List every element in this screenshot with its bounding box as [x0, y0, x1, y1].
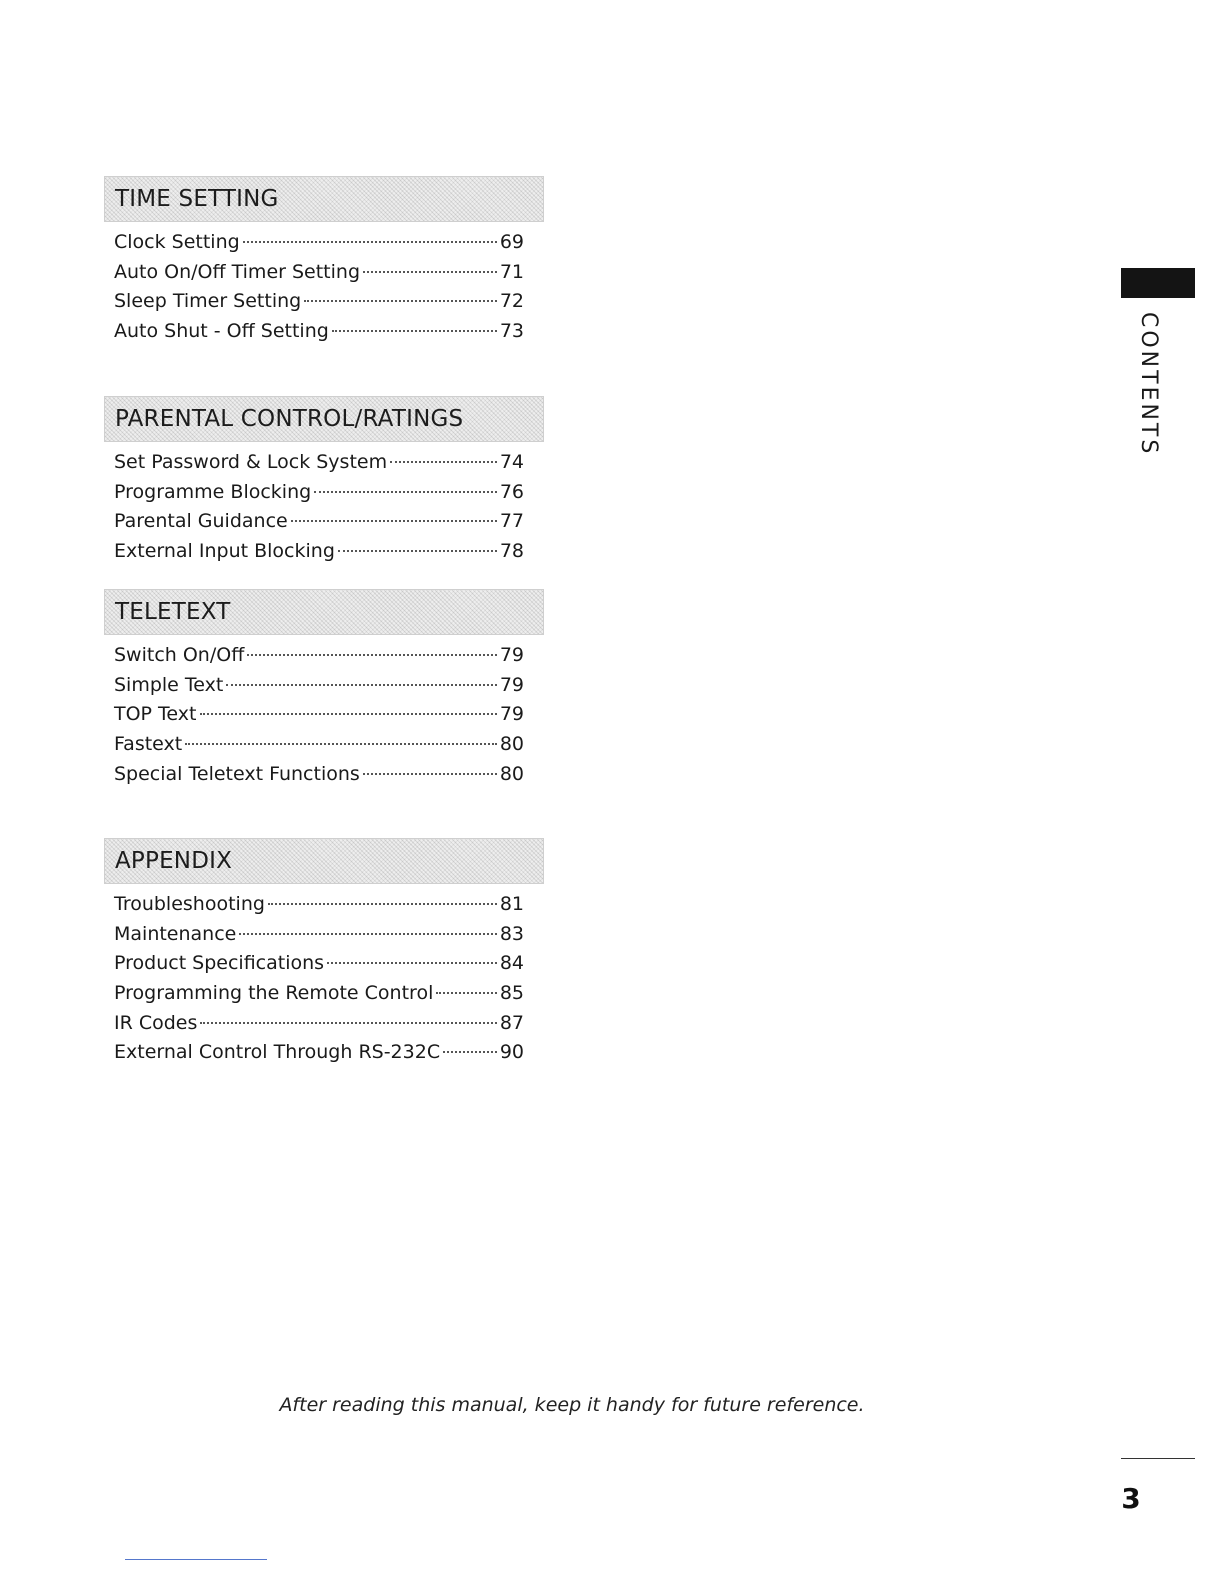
- toc-entry-page: 84: [499, 952, 524, 975]
- toc-section-parental-control: [104, 396, 544, 567]
- toc-section-appendix: [104, 838, 544, 1068]
- toc-entry[interactable]: [114, 228, 524, 258]
- section-title: APPENDIX: [115, 847, 233, 874]
- side-tab-label: CONTENTS: [1136, 312, 1161, 457]
- toc-entry[interactable]: [114, 287, 524, 317]
- dot-leader: [185, 743, 497, 745]
- section-title: PARENTAL CONTROL/RATINGS: [115, 405, 464, 432]
- toc-entry-page: 83: [499, 922, 524, 945]
- toc-entry-page: 69: [499, 231, 524, 253]
- toc-entry-label: Auto On/Off Timer Setting: [114, 260, 361, 283]
- toc-entry-label: Simple Text: [114, 673, 224, 696]
- toc-entry-label: Switch On/Off: [114, 644, 245, 666]
- dot-leader: [363, 773, 497, 775]
- toc-entry[interactable]: [114, 671, 524, 701]
- toc-entry-label: Clock Setting: [114, 231, 240, 253]
- toc-entry[interactable]: [114, 920, 524, 950]
- toc-entry-label: External Input Blocking: [114, 540, 335, 563]
- toc-entry[interactable]: [114, 1038, 524, 1068]
- dot-leader: [363, 271, 497, 273]
- side-tab-marker: [1121, 268, 1195, 298]
- toc-entry[interactable]: [114, 890, 524, 920]
- toc-entry[interactable]: [114, 258, 524, 288]
- toc-entry-page: 72: [499, 290, 524, 313]
- toc-entry[interactable]: [114, 507, 524, 537]
- dot-leader: [332, 330, 497, 332]
- toc-entry-label: Parental Guidance: [114, 510, 288, 533]
- dot-leader: [304, 300, 497, 302]
- footer-note: After reading this manual, keep it handy for future reference.: [279, 1394, 865, 1416]
- toc-entry-page: 79: [499, 644, 524, 666]
- toc-entry-label: Sleep Timer Setting: [114, 290, 302, 313]
- toc-entry-page: 90: [499, 1041, 524, 1064]
- dot-leader: [243, 241, 497, 243]
- toc-entry[interactable]: [114, 730, 524, 760]
- section-header: [104, 396, 544, 442]
- toc-entry[interactable]: [114, 979, 524, 1009]
- section-title: TIME SETTING: [115, 185, 279, 212]
- toc-entry-page: 77: [499, 510, 524, 533]
- toc-entry-page: 78: [499, 540, 524, 563]
- dot-leader: [268, 903, 497, 905]
- toc-entry[interactable]: [114, 949, 524, 979]
- toc-entry-page: 73: [499, 320, 524, 343]
- toc-entries: [104, 228, 524, 347]
- toc-entry-page: 81: [499, 893, 524, 915]
- toc-entry-page: 71: [499, 260, 524, 283]
- toc-entry-label: Auto Shut - Off Setting: [114, 320, 329, 343]
- toc-entry[interactable]: [114, 641, 524, 671]
- toc-entry[interactable]: [114, 478, 524, 508]
- dot-leader: [338, 550, 497, 552]
- toc-entry-label: External Control Through RS-232C: [114, 1041, 441, 1064]
- dot-leader: [390, 461, 497, 463]
- toc-entry-label: Fastext: [114, 733, 183, 756]
- toc-entries: [104, 890, 524, 1068]
- page-number-rule: [1121, 1458, 1195, 1459]
- dot-leader: [226, 684, 496, 686]
- toc-entry-page: 76: [499, 480, 524, 503]
- page-number: 3: [1121, 1482, 1141, 1515]
- toc-entry-label: Programming the Remote Control: [114, 982, 434, 1005]
- section-title: TELETEXT: [115, 598, 231, 625]
- toc-entry-label: IR Codes: [114, 1011, 198, 1034]
- toc-section-teletext: [104, 589, 544, 789]
- section-header: [104, 589, 544, 635]
- toc-entry[interactable]: [114, 760, 524, 790]
- toc-entry-page: 85: [499, 982, 524, 1005]
- toc-entry[interactable]: [114, 1009, 524, 1039]
- toc-entry-page: 74: [499, 451, 524, 473]
- toc-entry-page: 87: [499, 1011, 524, 1034]
- dot-leader: [436, 992, 496, 994]
- toc-entry-label: Programme Blocking: [114, 480, 312, 503]
- toc-entry-page: 79: [499, 703, 524, 726]
- toc-entry[interactable]: [114, 700, 524, 730]
- dot-leader: [200, 1022, 496, 1024]
- toc-entry-label: Maintenance: [114, 922, 237, 945]
- toc-entry-label: TOP Text: [114, 703, 197, 726]
- toc-entry-label: Troubleshooting: [114, 893, 265, 915]
- toc-entry[interactable]: [114, 317, 524, 347]
- dot-leader: [314, 491, 497, 493]
- toc-entry-label: Set Password & Lock System: [114, 451, 388, 473]
- toc-entry-label: Product Specifications: [114, 952, 325, 975]
- dot-leader: [200, 713, 497, 715]
- section-header: [104, 176, 544, 222]
- dot-leader: [239, 933, 496, 935]
- dot-leader: [327, 962, 497, 964]
- toc-entry[interactable]: [114, 537, 524, 567]
- bottom-rule: [125, 1559, 267, 1560]
- toc-section-time-setting: [104, 176, 544, 347]
- toc-entry[interactable]: [114, 448, 524, 478]
- toc-entry-label: Special Teletext Functions: [114, 762, 360, 785]
- toc-entries: [104, 448, 524, 567]
- dot-leader: [291, 520, 497, 522]
- section-header: [104, 838, 544, 884]
- dot-leader: [247, 654, 497, 656]
- toc-entry-page: 79: [499, 673, 524, 696]
- toc-entry-page: 80: [499, 733, 524, 756]
- dot-leader: [443, 1051, 497, 1053]
- toc-entries: [104, 641, 524, 789]
- toc-entry-page: 80: [499, 762, 524, 785]
